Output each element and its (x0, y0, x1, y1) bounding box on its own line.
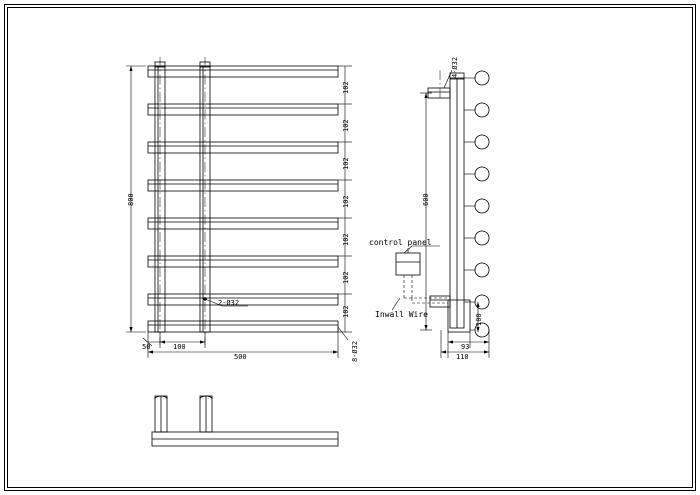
side-body (428, 73, 470, 332)
dim-label-front-left-offset: 50 (142, 343, 151, 351)
dim-label-spacing-7: 102 (342, 305, 350, 318)
leader-hole-8x32 (338, 327, 348, 340)
dim-label-spacing-4: 102 (342, 195, 350, 208)
label-inwall-wire: Inwall Wire (375, 310, 428, 319)
dim-label-front-mount-spacing: 100 (173, 343, 186, 351)
label-control-panel: control panel (369, 238, 432, 247)
dim-label-side-depth-a: 93 (461, 343, 470, 351)
dim-side-height (420, 93, 432, 330)
front-centerlines (160, 57, 205, 345)
dim-label-spacing-5: 102 (342, 233, 350, 246)
front-bars (148, 66, 338, 332)
note-4-dia-32: 4-Ø32 (451, 56, 459, 78)
control-panel-symbol (396, 248, 420, 275)
dim-label-spacing-3: 102 (342, 157, 350, 170)
dim-label-front-width: 500 (234, 353, 247, 361)
top-view (152, 396, 338, 446)
dim-label-spacing-6: 102 (342, 271, 350, 284)
inwall-wire-leader (392, 298, 400, 310)
control-panel-leader (404, 246, 440, 253)
dim-label-spacing-2: 102 (342, 119, 350, 132)
dim-label-spacing-1: 102 (342, 81, 350, 94)
dim-label-side-bottom: 100 (475, 313, 483, 326)
side-bar-circles (475, 71, 489, 337)
side-connectors (464, 78, 475, 330)
dim-label-front-height: 800 (127, 193, 135, 206)
note-8-dia-32: 8-Ø32 (351, 340, 359, 362)
note-2-dia-32: 2-Ø32 (218, 299, 240, 307)
dim-label-side-depth-b: 110 (456, 353, 469, 361)
dim-label-side-height: 600 (422, 193, 430, 206)
